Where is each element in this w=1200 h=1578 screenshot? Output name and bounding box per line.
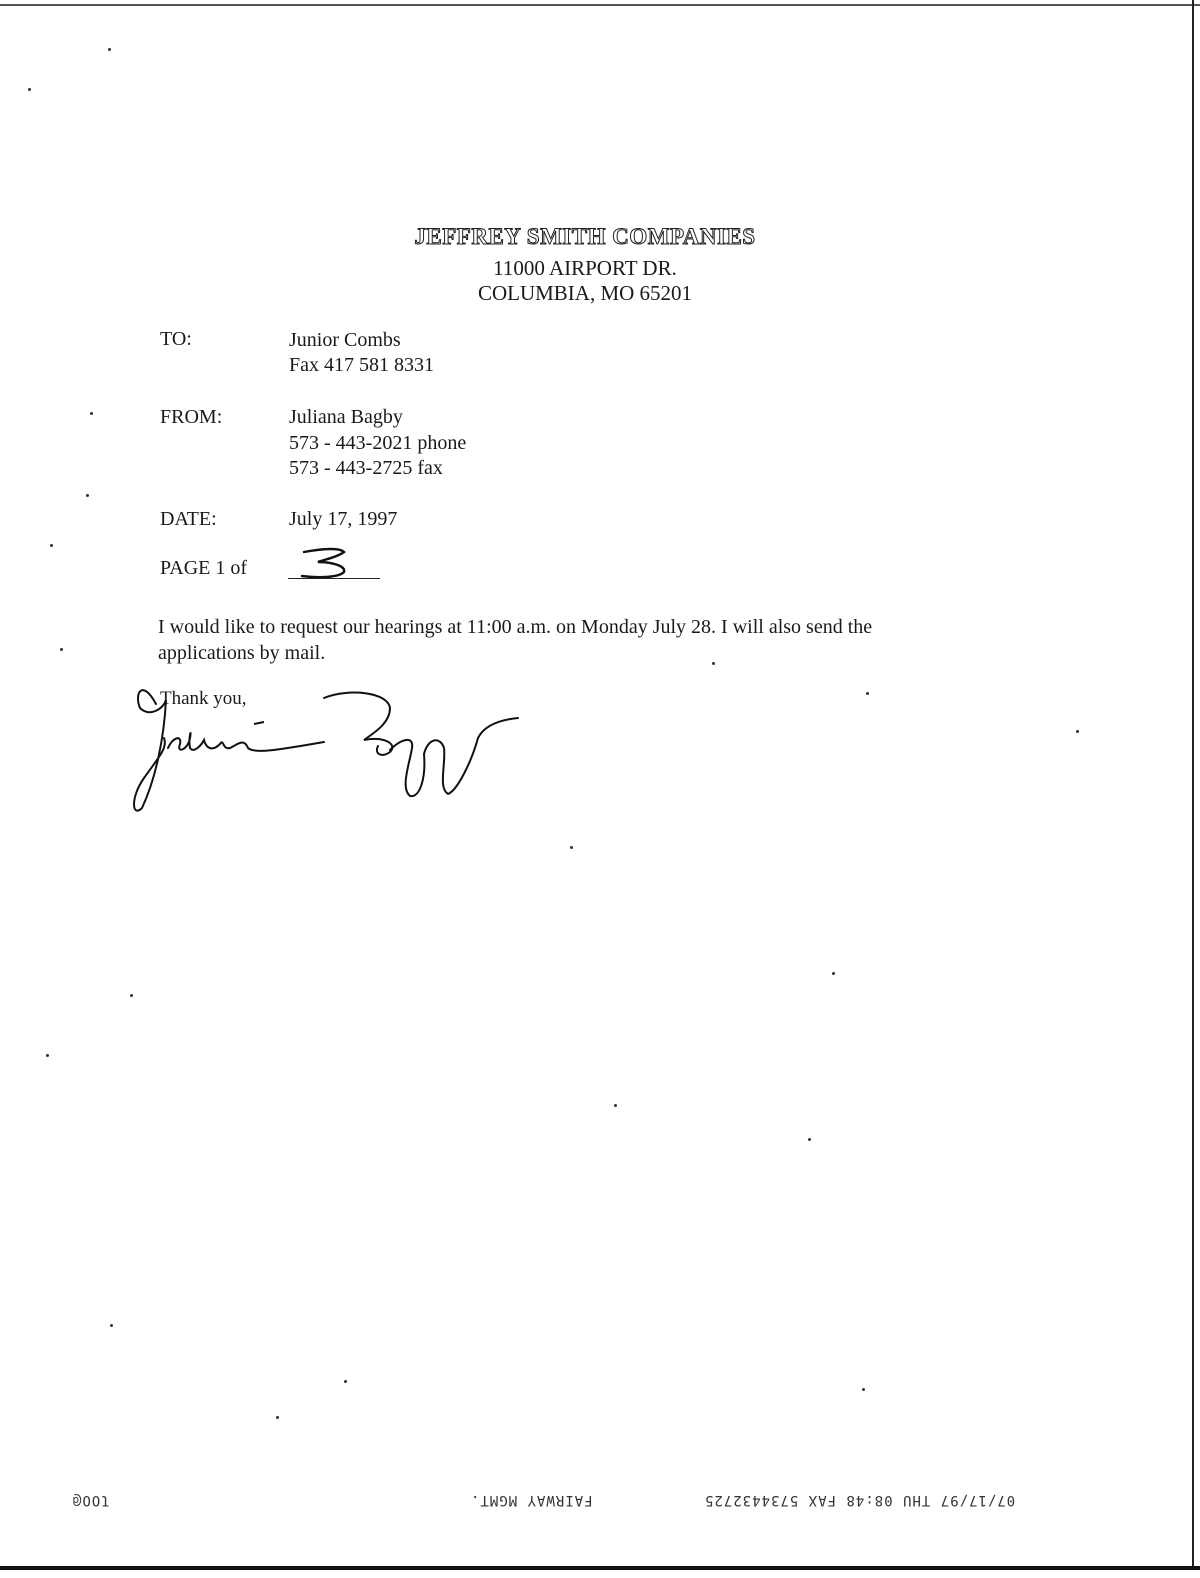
scan-speck (28, 88, 31, 91)
fax-footer-sender: FAIRWAY MGMT. (470, 1492, 593, 1508)
to-fax: Fax 417 581 8331 (289, 354, 434, 376)
company-name: JEFFREY SMITH COMPANIES (414, 224, 756, 249)
fax-footer-timestamp: 07/17/97 THU 08:48 FAX 5734432725 (704, 1492, 1016, 1508)
bottom-border (0, 1566, 1200, 1570)
address-line-2: COLUMBIA, MO 65201 (477, 281, 693, 305)
signature (128, 678, 548, 818)
handwritten-page-total (296, 546, 384, 580)
scan-speck (50, 544, 53, 547)
scan-speck (108, 48, 111, 51)
scan-speck (570, 846, 573, 849)
scan-speck (276, 1416, 279, 1419)
scan-speck (866, 692, 869, 695)
to-label: TO: (160, 328, 192, 350)
top-border (0, 4, 1200, 6)
page-total-underline (288, 578, 380, 579)
page-count-label: PAGE 1 of (160, 557, 248, 579)
scan-speck (110, 1324, 113, 1327)
to-name: Junior Combs (289, 329, 401, 351)
scan-speck (1076, 730, 1079, 733)
from-name: Juliana Bagby (289, 406, 403, 428)
closing-text: Thank you, (160, 688, 247, 709)
fax-footer-page: ƖOO@ (72, 1492, 110, 1508)
scan-speck (130, 994, 133, 997)
scan-speck (86, 494, 89, 497)
scan-speck (90, 412, 93, 415)
scan-speck (862, 1388, 865, 1391)
scan-speck (614, 1104, 617, 1107)
scan-speck (46, 1054, 49, 1057)
from-fax: 573 - 443-2725 fax (289, 457, 443, 479)
date-label: DATE: (160, 508, 217, 530)
scan-speck (60, 648, 63, 651)
scan-speck (832, 972, 835, 975)
date-value: July 17, 1997 (289, 508, 398, 530)
from-label: FROM: (160, 406, 223, 428)
scan-speck (808, 1138, 811, 1141)
from-phone: 573 - 443-2021 phone (289, 432, 467, 454)
message-body: I would like to request our hearings at 11:00 a.m. on Monday July 28. I will also send the applications by mail. (158, 616, 873, 664)
scan-speck (344, 1380, 347, 1383)
right-border (1192, 0, 1194, 1570)
scan-speck (712, 662, 715, 665)
address-line-1: 11000 AIRPORT DR. (493, 256, 677, 280)
